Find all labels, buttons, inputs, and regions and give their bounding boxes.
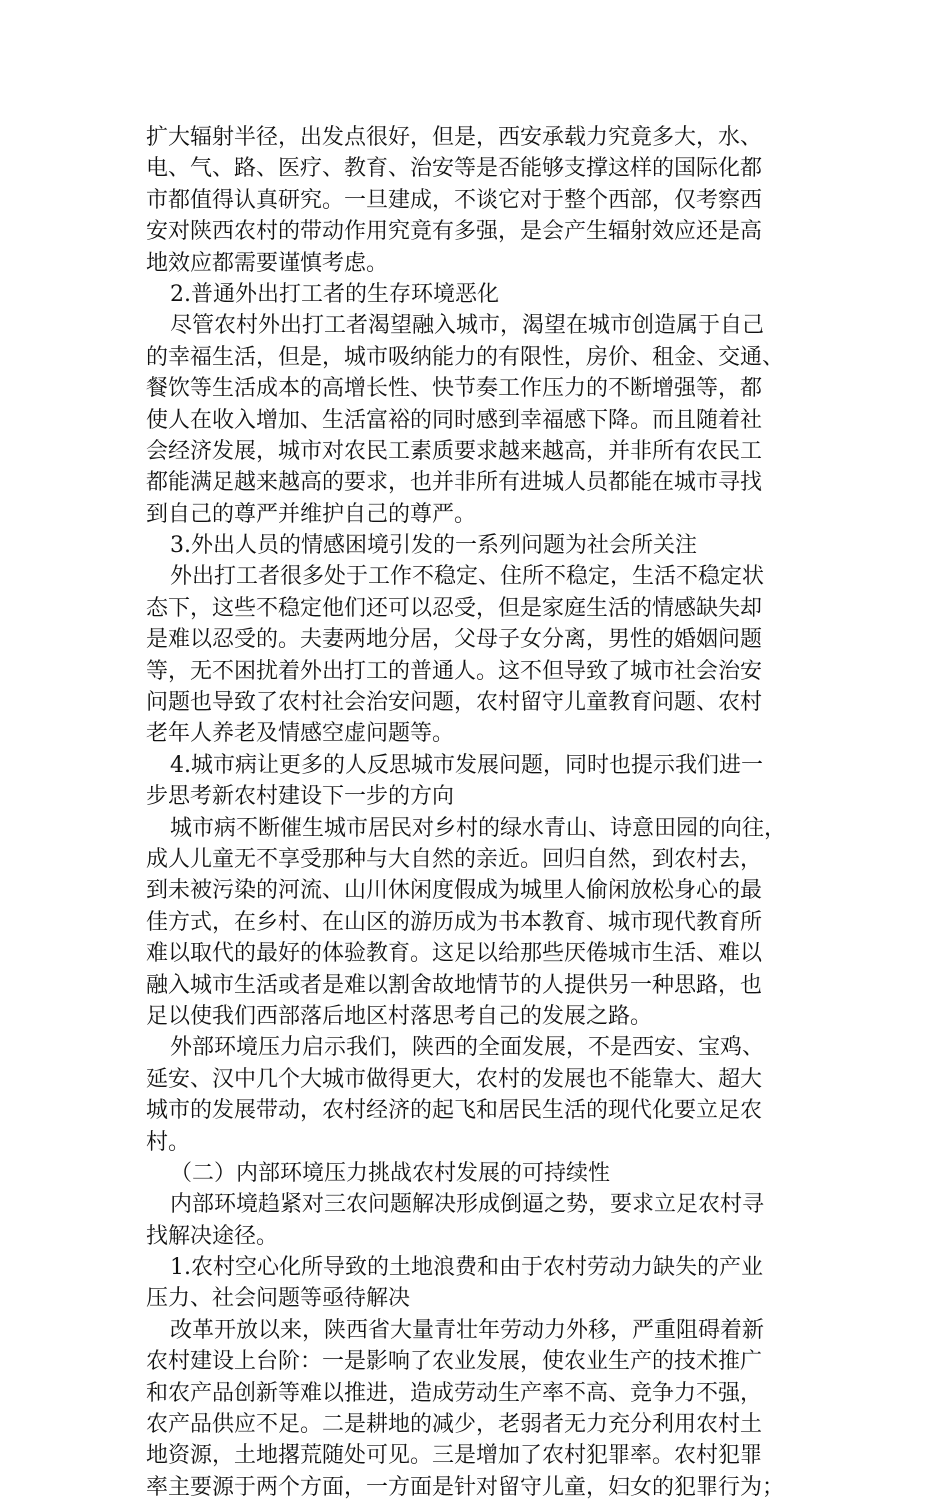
text-line: 的幸福生活，但是，城市吸纳能力的有限性，房价、租金、交通、	[146, 344, 785, 370]
text-line: 和农产品创新等难以推进，造成劳动生产率不高、竞争力不强，	[146, 1380, 763, 1406]
text-line: 外部环境压力启示我们，陕西的全面发展，不是西安、宝鸡、	[170, 1035, 765, 1061]
text-line: 佳方式，在乡村、在山区的游历成为书本教育、城市现代教育所	[146, 909, 763, 935]
text-line: 地资源，土地撂荒随处可见。三是增加了农村犯罪率。农村犯罪	[146, 1443, 763, 1469]
text-line: 老年人养老及情感空虚问题等。	[146, 721, 455, 747]
text-line: 步思考新农村建设下一步的方向	[146, 784, 455, 810]
text-line: 使人在收入增加、生活富裕的同时感到幸福感下降。而且随着社	[146, 407, 763, 433]
text-line: 到自己的尊严并维护自己的尊严。	[146, 501, 477, 527]
text-line: 率主要源于两个方面，一方面是针对留守儿童，妇女的犯罪行为；	[146, 1474, 785, 1500]
text-line: 农产品供应不足。二是耕地的减少，老弱者无力充分利用农村土	[146, 1412, 763, 1438]
text-line: 1.农村空心化所导致的土地浪费和由于农村劳动力缺失的产业	[170, 1255, 763, 1281]
text-line: 找解决途径。	[146, 1223, 279, 1249]
text-line: 2.普通外出打工者的生存环境恶化	[170, 281, 499, 307]
text-line: 农村建设上台阶：一是影响了农业发展，使农业生产的技术推广	[146, 1349, 763, 1375]
text-line: 足以使我们西部落后地区村落思考自己的发展之路。	[146, 1003, 653, 1029]
text-line: （二）内部环境压力挑战农村发展的可持续性	[170, 1160, 611, 1186]
text-line: 电、气、路、医疗、教育、治安等是否能够支撑这样的国际化都	[146, 156, 763, 182]
text-line: 内部环境趋紧对三农问题解决形成倒逼之势，要求立足农村寻	[170, 1192, 765, 1218]
text-line: 城市的发展带动，农村经济的起飞和居民生活的现代化要立足农	[146, 1098, 763, 1124]
text-line: 4.城市病让更多的人反思城市发展问题，同时也提示我们进一	[170, 752, 763, 778]
text-line: 等，无不困扰着外出打工的普通人。这不但导致了城市社会治安	[146, 658, 763, 684]
text-line: 市都值得认真研究。一旦建成，不谈它对于整个西部，仅考察西	[146, 187, 763, 213]
text-line: 改革开放以来，陕西省大量青壮年劳动力外移，严重阻碍着新	[170, 1317, 765, 1343]
text-line: 城市病不断催生城市居民对乡村的绿水青山、诗意田园的向往，	[170, 815, 787, 841]
text-line: 融入城市生活或者是难以割舍故地情节的人提供另一种思路，也	[146, 972, 763, 998]
text-line: 3.外出人员的情感困境引发的一系列问题为社会所关注	[170, 533, 697, 559]
text-line: 外出打工者很多处于工作不稳定、住所不稳定，生活不稳定状	[170, 564, 765, 590]
document-body	[146, 122, 806, 1503]
text-line: 延安、汉中几个大城市做得更大，农村的发展也不能靠大、超大	[146, 1066, 763, 1092]
text-line: 尽管农村外出打工者渴望融入城市，渴望在城市创造属于自己	[170, 313, 765, 339]
text-line: 村。	[146, 1129, 191, 1155]
text-line: 地效应都需要谨慎考虑。	[146, 250, 389, 276]
text-line: 难以取代的最好的体验教育。这足以给那些厌倦城市生活、难以	[146, 941, 763, 967]
text-line: 态下，这些不稳定他们还可以忍受，但是家庭生活的情感缺失却	[146, 595, 763, 621]
text-line: 会经济发展，城市对农民工素质要求越来越高，并非所有农民工	[146, 438, 763, 464]
text-line: 是难以忍受的。夫妻两地分居，父母子女分离，男性的婚姻问题	[146, 627, 763, 653]
text-line: 到未被污染的河流、山川休闲度假成为城里人偷闲放松身心的最	[146, 878, 763, 904]
text-line: 问题也导致了农村社会治安问题，农村留守儿童教育问题、农村	[146, 690, 763, 716]
text-line: 压力、社会问题等亟待解决	[146, 1286, 411, 1312]
text-line: 成人儿童无不享受那种与大自然的亲近。回归自然，到农村去，	[146, 846, 763, 872]
text-line: 餐饮等生活成本的高增长性、快节奏工作压力的不断增强等，都	[146, 376, 763, 402]
text-line: 安对陕西农村的带动作用究竟有多强，是会产生辐射效应还是高	[146, 219, 763, 245]
text-line: 都能满足越来越高的要求，也并非所有进城人员都能在城市寻找	[146, 470, 763, 496]
text-line: 扩大辐射半径，出发点很好，但是，西安承载力究竟多大，水、	[146, 125, 763, 150]
